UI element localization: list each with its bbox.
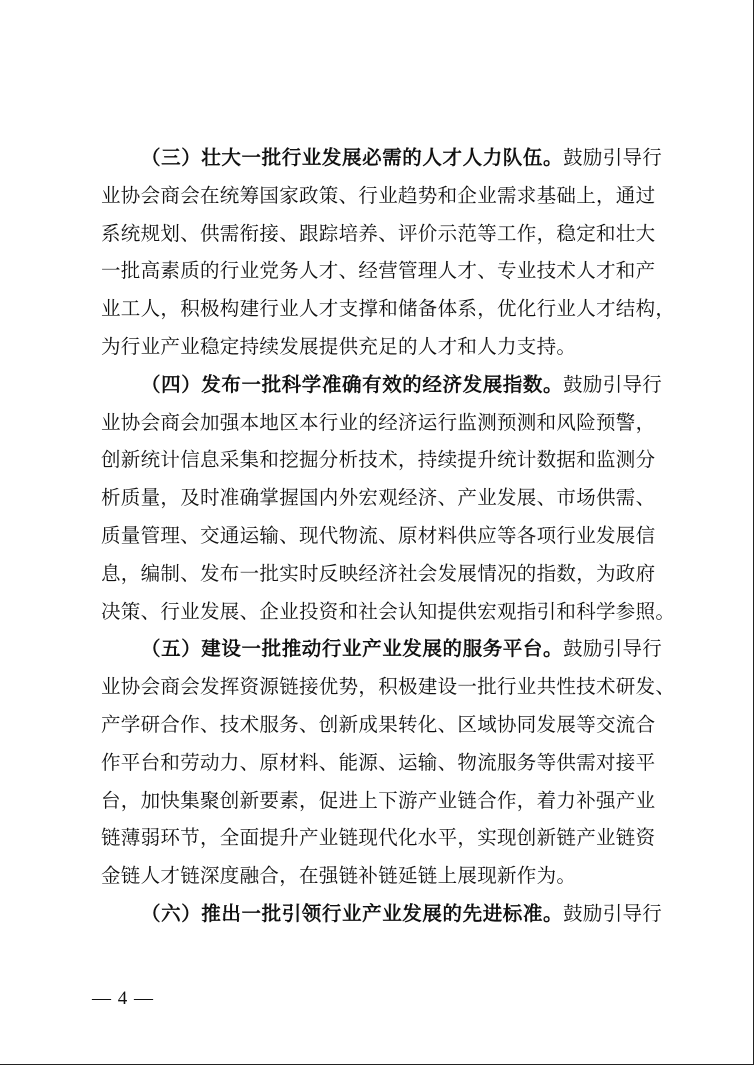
paragraph-line: 链薄弱环节，全面提升产业链现代化水平，实现创新链产业链资 <box>101 826 656 850</box>
paragraph-first-line <box>101 895 667 933</box>
paragraph-text: 鼓励引导行 <box>563 372 663 396</box>
paragraph-line: 业协会商会发挥资源链接优势，积极建设一批行业共性技术研发、 <box>101 675 676 699</box>
paragraph-line: 决策、行业发展、企业投资和社会认知提供宏观指引和科学参照。 <box>101 599 676 623</box>
paragraph-heading: （四）发布一批科学准确有效的经济发展指数。 <box>141 372 564 396</box>
paragraph-first-line <box>101 366 667 404</box>
paragraph-line: 为行业产业稳定持续发展提供充足的人才和人力支持。 <box>101 334 577 358</box>
paragraph-line: 台，加快集聚创新要素，促进上下游产业链合作，着力补强产业 <box>101 788 656 812</box>
paragraph-line: 业协会商会在统筹国家政策、行业趋势和企业需求基础上，通过 <box>101 183 656 207</box>
paragraph-text: 鼓励引导行 <box>563 637 663 661</box>
paragraph-heading: （五）建设一批推动行业产业发展的服务平台。 <box>141 637 564 661</box>
paragraph-heading: （六）推出一批引领行业产业发展的先进标准。 <box>141 901 564 925</box>
paragraph-heading: （三）壮大一批行业发展必需的人才人力队伍。 <box>141 146 564 169</box>
paragraph-line: 业工人，积极构建行业人才支撑和储备体系，优化行业人才结构， <box>101 297 676 321</box>
paragraph-first-line <box>101 630 667 668</box>
paragraph-six <box>101 895 667 933</box>
paragraph-text: 鼓励引导行 <box>563 146 663 169</box>
paragraph-line: 作平台和劳动力、原材料、能源、运输、物流服务等供需对接平 <box>101 750 656 774</box>
paragraph-line: 业协会商会加强本地区本行业的经济运行监测预测和风险预警， <box>101 410 656 434</box>
paragraph-line: 产学研合作、技术服务、创新成果转化、区域协同发展等交流合 <box>101 712 656 736</box>
paragraph-five <box>101 630 676 895</box>
paragraph-line: 质量管理、交通运输、现代物流、原材料供应等各项行业发展信 <box>101 523 656 547</box>
page-number: — 4 — <box>92 988 154 1009</box>
paragraph-text: 鼓励引导行 <box>563 901 663 925</box>
body-text <box>101 139 676 933</box>
paragraph-line: 一批高素质的行业党务人才、经营管理人才、专业技术人才和产 <box>101 259 656 283</box>
paragraph-three <box>101 139 676 366</box>
paragraph-first-line <box>101 139 667 177</box>
paragraph-four <box>101 366 676 631</box>
paragraph-line: 金链人才链深度融合，在强链补链延链上展现新作为。 <box>101 864 577 888</box>
paragraph-line: 息，编制、发布一批实时反映经济社会发展情况的指数，为政府 <box>101 561 656 585</box>
paragraph-line: 析质量，及时准确掌握国内外宏观经济、产业发展、市场供需、 <box>101 486 656 510</box>
paragraph-line: 创新统计信息采集和挖掘分析技术，持续提升统计数据和监测分 <box>101 448 656 472</box>
paragraph-line: 系统规划、供需衔接、跟踪培养、评价示范等工作，稳定和壮大 <box>101 221 656 245</box>
